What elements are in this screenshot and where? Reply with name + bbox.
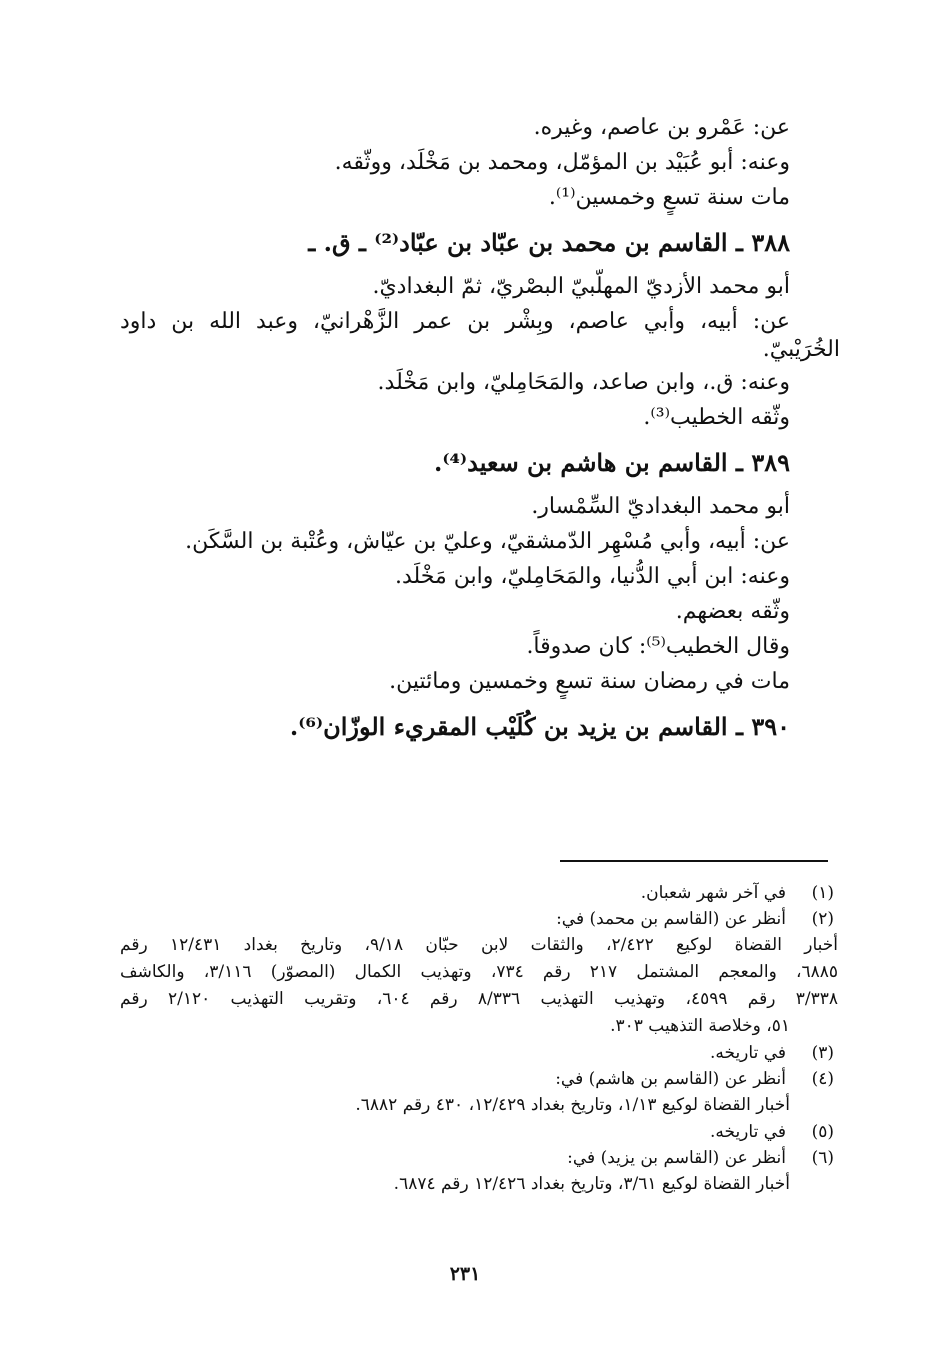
footnote-continuation: أخبار القضاة لوكيع ٣/٦١، وتاريخ بغداد ١٢/٤٢٦ رقم ٦٨٧٤. (393, 1174, 790, 1194)
footnote-continuation: أخبار القضاة لوكيع ١/١٣، وتاريخ بغداد ١٢/٤٢٩، ٤٣٠ رقم ٦٨٨٢. (355, 1095, 790, 1115)
text-line: وثّقه بعضهم. (675, 599, 790, 624)
footnote-5 (120, 1119, 838, 1145)
footnote-text: أنظر عن (القاسم بن يزيد) في: (567, 1148, 786, 1168)
text-line: وثّقه الخطيب⁽³⁾. (643, 405, 790, 430)
entry-390 (120, 707, 790, 747)
footnotes (120, 880, 838, 1198)
entry-heading: ٣٩٠ ـ القاسم بن يزيد بن كُلَيْب المقريء الوزّان⁽⁶⁾. (289, 712, 790, 741)
footnote-text: أنظر عن (القاسم بن محمد) في: (556, 909, 786, 929)
text-line: مات سنة تسعٍ وخمسين⁽¹⁾. (548, 185, 790, 210)
footnote-text: أنظر عن (القاسم بن هاشم) في: (555, 1069, 786, 1089)
text-line: عن: عَمْرو بن عاصم، وغيره. (533, 115, 790, 140)
footnote-2 (120, 906, 838, 932)
text-line: مات في رمضان سنة تسعٍ وخمسين ومائتين. (389, 669, 790, 694)
footnote-text: في آخر شهر شعبان. (640, 883, 786, 903)
footnote-4 (120, 1066, 838, 1092)
page-number: ٢٣١ (449, 1263, 481, 1285)
main-text (120, 110, 840, 753)
footnote-continuation: ٥١، وخلاصة التذهيب ٣٠٣. (610, 1016, 790, 1036)
text-line: الخُرَيْبيّ. (762, 337, 840, 362)
text-line: أبو محمد البغداديّ السِّمْسار. (531, 494, 790, 519)
entry-heading: ٣٨٨ ـ القاسم بن محمد بن عبّاد بن عبّاد⁽²⁾ ـ ق. ـ (308, 228, 790, 257)
text-line: وعنه: ق.، وابن صاعد، والمَحَامِليّ، وابن مَخْلَد. (377, 370, 790, 395)
footnote-text: في تاريخه. (709, 1122, 786, 1142)
entry-388 (120, 223, 840, 435)
footnote-text: في تاريخه. (709, 1043, 786, 1063)
text-line: أبو محمد الأزديّ المهلّبيّ البصْريّ، ثمّ البغداديّ. (372, 274, 790, 299)
footnote-continuation: أخبار القضاة لوكيع ٢/٤٢٢، والثقات لابن حبّان ٩/١٨، وتاريخ بغداد ١٢/٤٣١ رقم (120, 935, 838, 955)
footnote-number: (٥) (811, 1122, 834, 1142)
footnote-number: (٤) (811, 1069, 834, 1089)
text-line: عن: أبيه، وأبي مُسْهِر الدّمشقيّ، وعليّ بن عيّاش، وعُتْبة بن السَّكَن. (185, 529, 790, 554)
entry-389 (120, 443, 790, 699)
footnote-continuation: ٦٨٨٥، والمعجم المشتمل ٢١٧ رقم ٧٣٤، وتهذيب الكمال (المصوّر) ٣/١١٦، والكاشف (120, 962, 839, 982)
entry-heading: ٣٨٩ ـ القاسم بن هاشم بن سعيد⁽⁴⁾. (433, 448, 790, 477)
footnote-3 (120, 1040, 838, 1066)
text-line: وعنه: أبو عُبَيْد بن المؤمّل، ومحمد بن مَخْلَد، ووثّقه. (334, 150, 790, 175)
text-line: عن: أبيه، وأبي عاصم، وبِشْر بن عمر الزَّهْرانيّ، وعبد الله بن داود (120, 309, 790, 334)
footnote-number: (٣) (811, 1043, 834, 1063)
footnote-number: (٦) (811, 1148, 834, 1168)
footnote-continuation: ٣/٣٣٨ رقم ٤٥٩٩، وتهذيب التهذيب ٨/٣٣٦ رقم ٦٠٤، وتقريب التهذيب ٢/١٢٠ رقم (120, 989, 839, 1009)
text-line: وعنه: ابن أبي الدُّنيا، والمَحَامِليّ، وابن مَخْلَد. (394, 564, 790, 589)
footnote-1 (120, 880, 838, 906)
footnote-number: (١) (811, 883, 834, 903)
text-line: وقال الخطيب⁽⁵⁾: كان صدوقاً. (526, 634, 790, 659)
footnote-divider (560, 860, 828, 862)
footnote-number: (٢) (811, 909, 834, 929)
top-continuation (120, 110, 790, 215)
footnote-6 (120, 1145, 838, 1171)
